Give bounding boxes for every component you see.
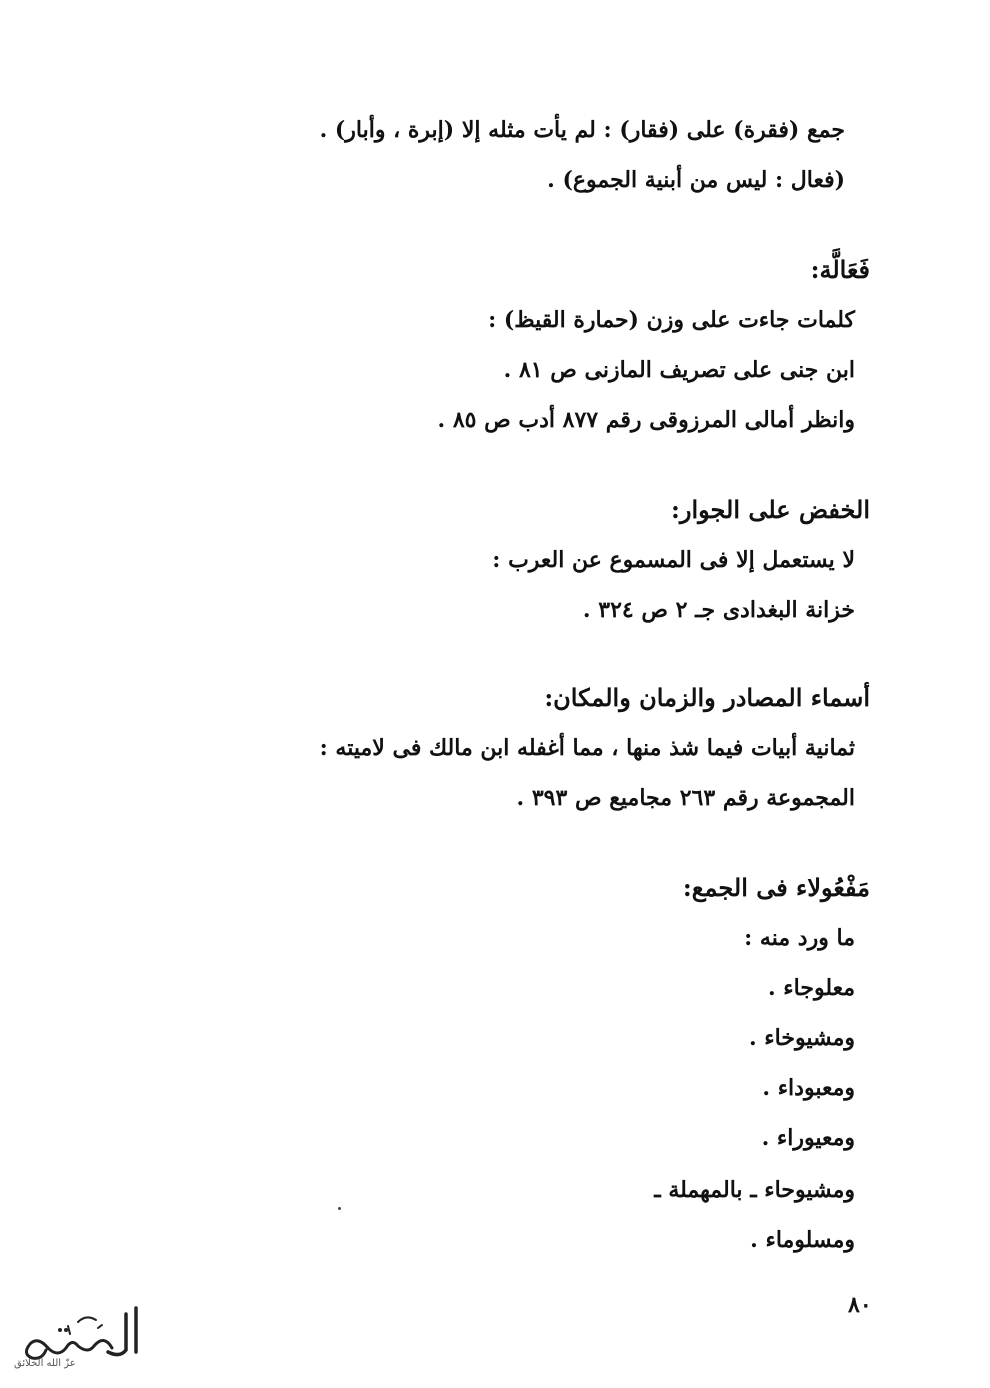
- text-line: ما ورد منه :: [744, 925, 855, 951]
- text-line: ومشيوحاء ـ بالمهملة ـ: [654, 1177, 855, 1203]
- section-heading: الخفض على الجوار:: [671, 495, 870, 524]
- section-heading: أسماء المصادر والزمان والمكان:: [544, 683, 870, 712]
- text-line: خزانة البغدادى جـ ٢ ص ٣٢٤ .: [582, 597, 855, 623]
- text-line: ومعيوراء .: [761, 1125, 855, 1151]
- page-number: ٨٠: [848, 1292, 872, 1318]
- text-line: كلمات جاءت على وزن (حمارة القيظ) :: [488, 307, 855, 333]
- text-line: معلوجاء .: [767, 975, 855, 1001]
- section-heading: مَفْعُولاء فى الجمع:: [682, 873, 870, 902]
- watermark-caption: عزّ الله الخلائق: [14, 1358, 76, 1369]
- text-line: ومسلوماء .: [750, 1227, 855, 1253]
- text-line: ابن جنى على تصريف المازنى ص ٨١ .: [503, 357, 855, 383]
- section-heading: فَعَالَّة:: [810, 255, 870, 284]
- text-line: ومشيوخاء .: [748, 1025, 855, 1051]
- text-line: وانظر أمالى المرزوقى رقم ٨٧٧ أدب ص ٨٥ .: [437, 407, 855, 433]
- text-line: ومعبوداء .: [762, 1075, 855, 1101]
- text-line: (فعال : ليس من أبنية الجموع) .: [547, 167, 845, 193]
- text-line: المجموعة رقم ٢٦٣ مجاميع ص ٣٩٣ .: [516, 785, 855, 811]
- text-line: لا يستعمل إلا فى المسموع عن العرب :: [492, 547, 855, 573]
- text-line: جمع (فقرة) على (فقار) : لم يأت مثله إلا (إبرة ، وأبار) .: [319, 117, 845, 143]
- text-line: ثمانية أبيات فيما شذ منها ، مما أغفله ابن مالك فى لاميته :: [319, 735, 855, 761]
- scan-speck: [338, 1207, 341, 1210]
